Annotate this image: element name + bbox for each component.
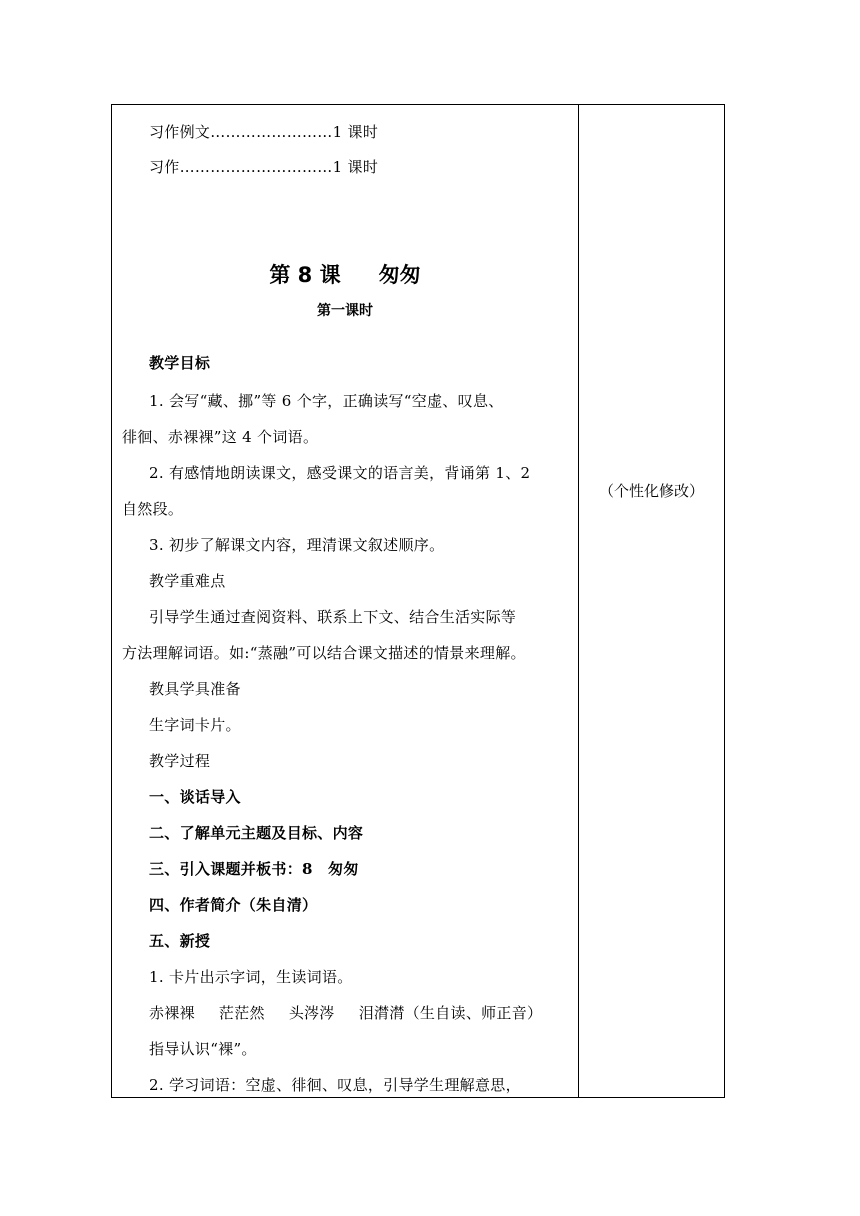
goal-1: 1. 会写“藏、挪”等 6 个字，正确读写“空虚、叹息、 bbox=[149, 392, 504, 410]
goals-heading: 教学目标 bbox=[149, 354, 211, 372]
goal-1-cont: 徘徊、赤裸裸”这 4 个词语。 bbox=[122, 428, 319, 446]
sub-step-1: 1. 卡片出示字词，生读词语。 bbox=[149, 968, 353, 986]
schedule-item: 习作 bbox=[149, 158, 180, 176]
process-heading: 教学过程 bbox=[149, 752, 211, 770]
key-heading: 教学重难点 bbox=[149, 572, 226, 590]
goal-3: 3. 初步了解课文内容，理清课文叙述顺序。 bbox=[149, 536, 445, 554]
lesson-subtitle: 第一课时 bbox=[317, 303, 373, 319]
schedule-dots: ………………………… bbox=[179, 158, 333, 176]
word: 泪潸潸 bbox=[358, 1004, 405, 1022]
schedule-time: 1 课时 bbox=[332, 123, 379, 141]
step-3: 三、引入课题并板书：8 匆匆 bbox=[149, 860, 359, 878]
lesson-table bbox=[111, 104, 725, 1098]
main-column bbox=[112, 105, 578, 1097]
key-text: 引导学生通过查阅资料、联系上下文、结合生活实际等 bbox=[149, 608, 517, 626]
word-list bbox=[149, 1003, 570, 1023]
word: 茫茫然 bbox=[218, 1004, 265, 1022]
lesson-name: 匆匆 bbox=[378, 263, 421, 287]
schedule-item: 习作例文 bbox=[149, 123, 211, 141]
lesson-title bbox=[112, 259, 578, 289]
words-note: （生自读、师正音） bbox=[404, 1004, 543, 1022]
sub-step-2: 2. 学习词语：空虚、徘徊、叹息，引导学生理解意思， bbox=[149, 1076, 521, 1094]
tools-text: 生字词卡片。 bbox=[149, 716, 241, 734]
side-note: （个性化修改） bbox=[598, 482, 704, 500]
lesson-number: 第 8 课 bbox=[269, 263, 341, 287]
word: 赤裸裸 bbox=[149, 1004, 195, 1022]
step-1: 一、谈话导入 bbox=[149, 788, 241, 806]
side-column bbox=[579, 105, 724, 1097]
goal-2: 2. 有感情地朗读课文，感受课文的语言美，背诵第 1、2 bbox=[149, 464, 531, 482]
schedule-row bbox=[149, 122, 570, 142]
schedule-row bbox=[149, 157, 570, 177]
word: 头涔涔 bbox=[288, 1004, 335, 1022]
guide-text: 指导认识“裸”。 bbox=[149, 1040, 257, 1058]
key-text-cont: 方法理解词语。如:“蒸融”可以结合课文描述的情景来理解。 bbox=[122, 644, 526, 662]
step-5: 五、新授 bbox=[149, 932, 211, 950]
step-2: 二、了解单元主题及目标、内容 bbox=[149, 824, 364, 842]
schedule-time: 1 课时 bbox=[332, 158, 379, 176]
schedule-dots: …………………… bbox=[210, 123, 333, 141]
tools-heading: 教具学具准备 bbox=[149, 680, 241, 698]
step-4: 四、作者简介（朱自清） bbox=[149, 896, 318, 914]
goal-2-cont: 自然段。 bbox=[122, 500, 184, 518]
